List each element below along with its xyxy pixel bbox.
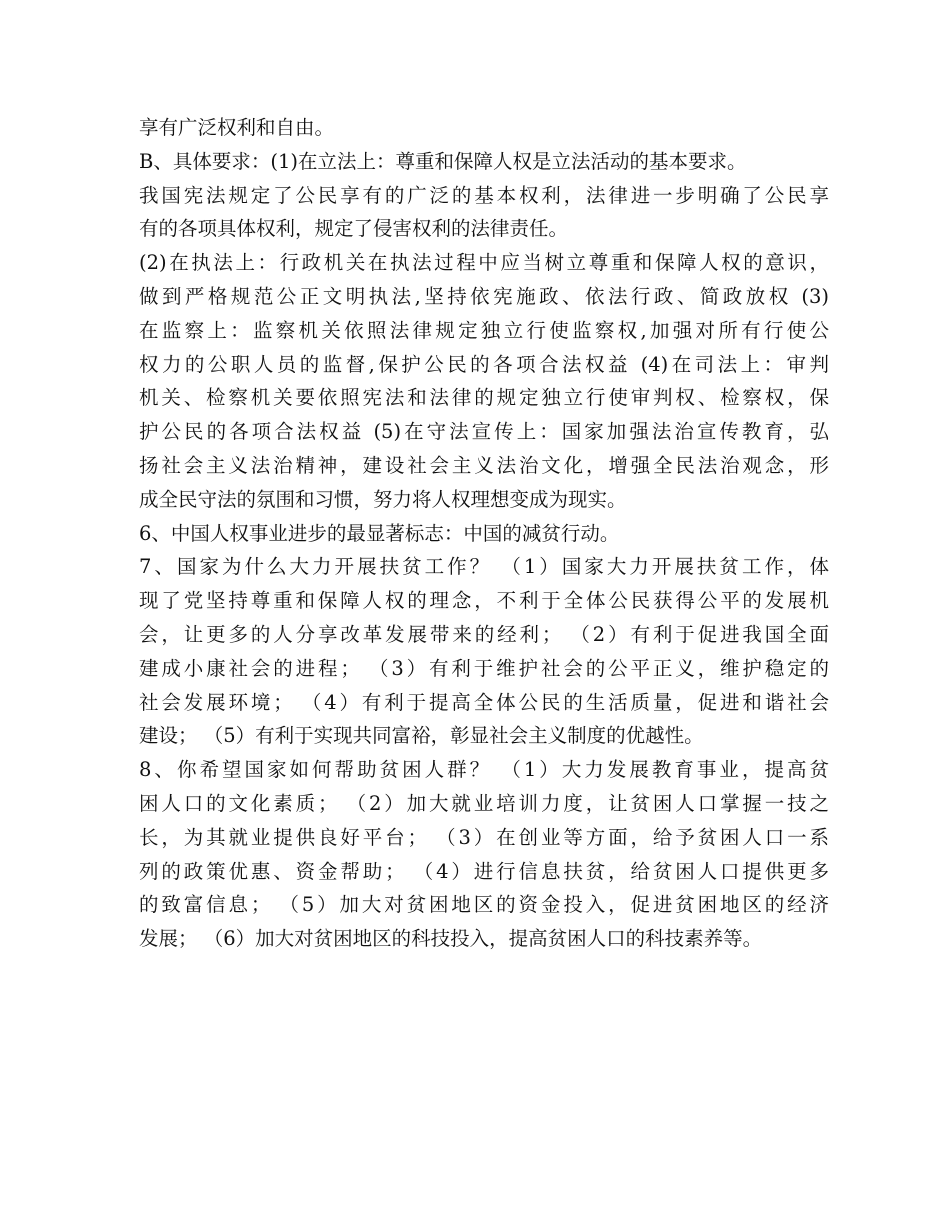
text-line: B、具体要求：(1)在立法上：尊重和保障人权是立法活动的基本要求。 [139,149,747,173]
text-line: 社会发展环境； （4）有利于提高全体公民的生活质量，促进和谐社会 [139,690,829,714]
text-line: 建设； （5）有利于实现共同富裕，彰显社会主义制度的优越性。 [139,724,704,748]
text-line: 困人口的文化素质； （2）加大就业培训力度，让贫困人口掌握一技之 [139,791,829,815]
text-line: 享有广泛权利和自由。 [139,116,335,139]
document-body [139,111,829,956]
text-line: 7、国家为什么大力开展扶贫工作？ （1）国家大力开展扶贫工作，体 [139,555,829,579]
text-line: 有的各项具体权利，规定了侵害权利的法律责任。 [139,217,569,241]
text-line: 会，让更多的人分享改革发展带来的经利； （2）有利于促进我国全面 [139,622,829,646]
text-line: 现了党坚持尊重和保障人权的理念，不利于全体公民获得公平的发展机 [139,589,829,613]
text-line: 8、你希望国家如何帮助贫困人群？ （1）大力发展教育事业，提高贫 [139,758,829,782]
text-line: 护公民的各项合法权益 (5)在守法宣传上：国家加强法治宣传教育，弘 [139,420,829,444]
text-line: 建成小康社会的进程； （3）有利于维护社会的公平正义，维护稳定的 [139,656,829,680]
text-line: 扬社会主义法治精神，建设社会主义法治文化，增强全民法治观念，形 [139,453,829,477]
text-line: 的致富信息； （5）加大对贫困地区的资金投入，促进贫困地区的经济 [139,893,829,917]
text-line: 我国宪法规定了公民享有的广泛的基本权利，法律进一步明确了公民享 [139,183,829,207]
text-line: 做到严格规范公正文明执法,坚持依宪施政、依法行政、简政放权 (3) [139,284,829,308]
text-line: 在监察上：监察机关依照法律规定独立行使监察权,加强对所有行使公 [139,318,829,342]
text-line: 列的政策优惠、资金帮助； （4）进行信息扶贫，给贫困人口提供更多 [139,859,829,883]
text-line: (2)在执法上：行政机关在执法过程中应当树立尊重和保障人权的意识， [139,251,829,275]
text-line: 权力的公职人员的监督,保护公民的各项合法权益 (4)在司法上：审判 [139,352,829,376]
text-line: 6、中国人权事业进步的最显著标志：中国的减贫行动。 [139,521,620,545]
text-line: 机关、检察机关要依照宪法和法律的规定独立行使审判权、检察权，保 [139,386,829,410]
text-line: 成全民守法的氛围和习惯，努力将人权理想变成为现实。 [139,487,627,511]
text-line: 发展； （6）加大对贫困地区的科技投入，提高贫困人口的科技素养等。 [139,927,763,951]
text-line: 长，为其就业提供良好平台； （3）在创业等方面，给予贫困人口一系 [139,825,829,849]
